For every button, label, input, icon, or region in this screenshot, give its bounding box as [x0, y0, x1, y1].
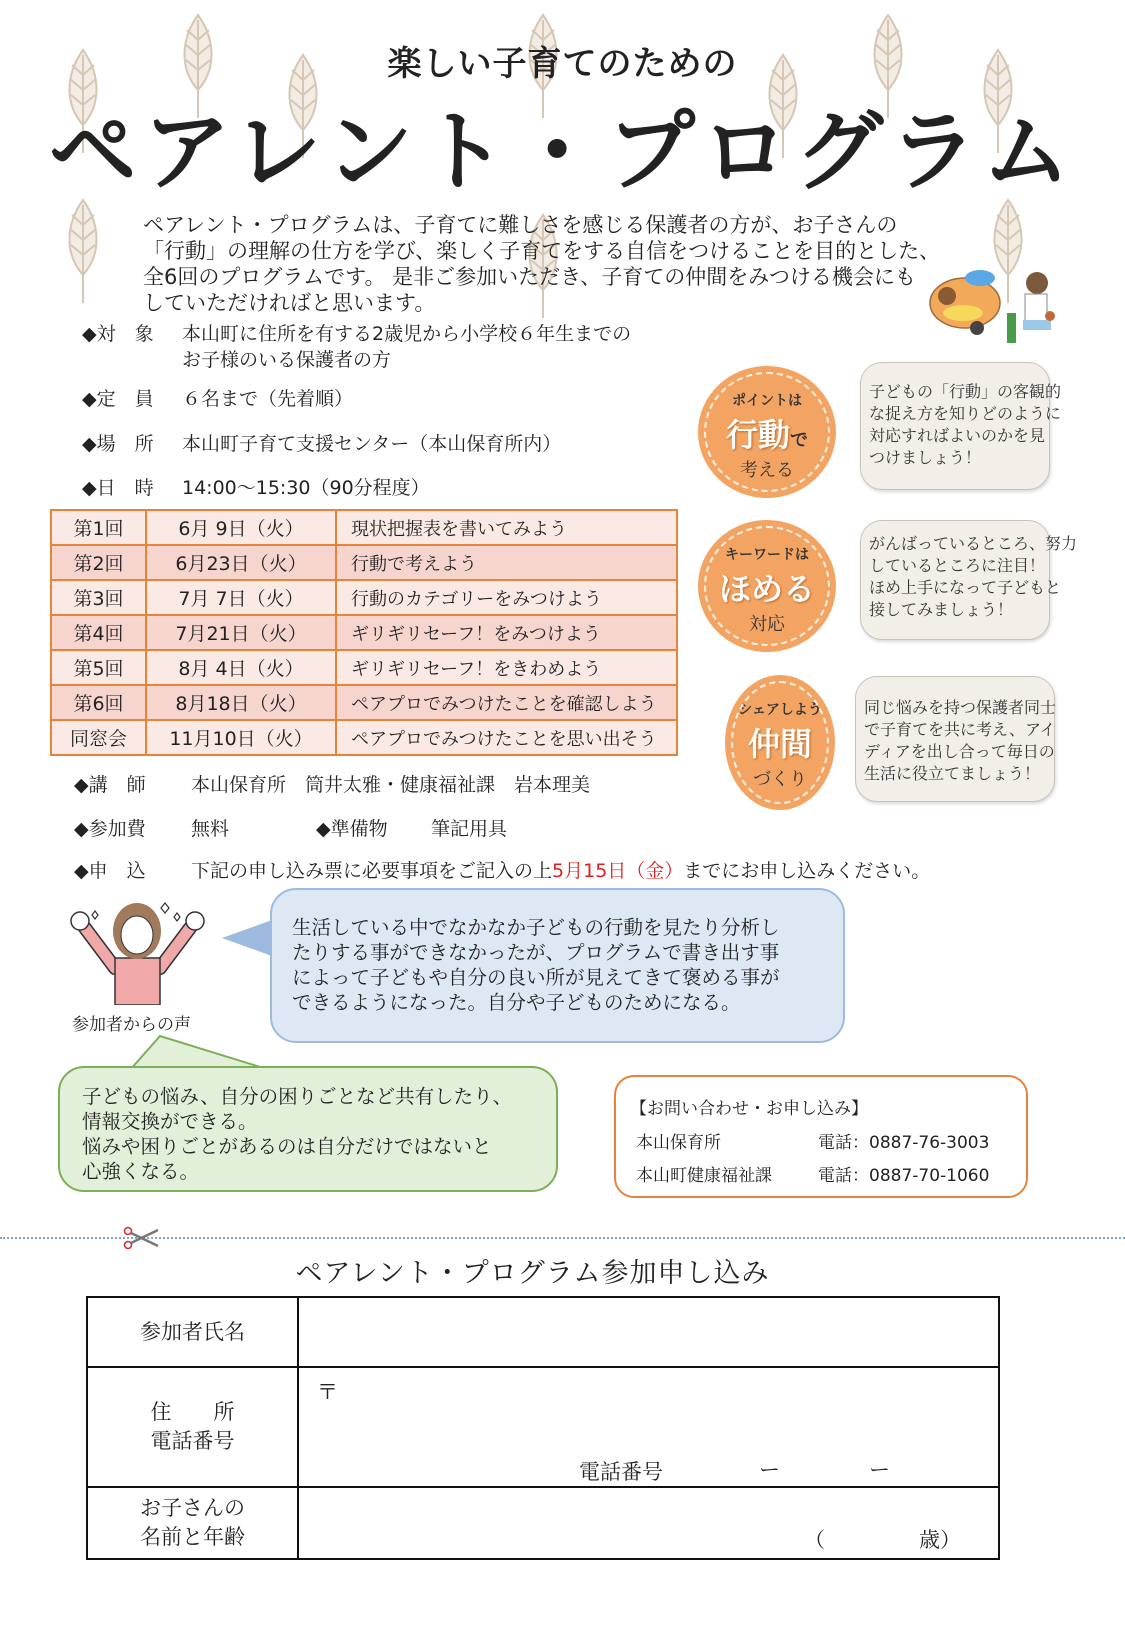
contact-box [614, 1075, 1028, 1198]
target-value: 本山町に住所を有する2歳児から小学校６年生までの [182, 323, 632, 345]
session-cell: 第3回 [51, 580, 146, 615]
point-bottom-text: 対応 [749, 614, 785, 635]
note-line: つけましょう！ [869, 448, 982, 467]
note-line: しているところに注目！ [869, 556, 1046, 575]
target-row-2 [182, 345, 391, 372]
apply-label: ◆申 込 [74, 860, 146, 882]
date-cell: 8月18日（火） [146, 685, 336, 720]
voice-line: によって子どもや自分の良い所が見えてきて褒める事が [292, 966, 780, 989]
table-row [51, 650, 677, 685]
note-line: ディアを出し合って毎日の [864, 742, 1055, 761]
table-row [51, 615, 677, 650]
postal-mark: 〒 [317, 1380, 338, 1404]
voice-bubble-1 [270, 888, 845, 1043]
contact-heading: 【お問い合わせ・お申し込み】 [630, 1099, 868, 1119]
name-label: 参加者氏名 [87, 1297, 298, 1367]
point-big-text: ほめる [718, 570, 815, 608]
note-line: 接してみましょう！ [869, 600, 1014, 619]
topic-cell: ペアプロでみつけたことを確認しよう [336, 685, 677, 720]
time-value: 14:00～15:30（90分程度） [182, 477, 430, 499]
lecturer-row [74, 770, 590, 797]
phone-dash: ー [759, 1458, 780, 1482]
table-row [51, 580, 677, 615]
table-row [51, 720, 677, 755]
items-value: 筆記用具 [431, 818, 508, 840]
table-row [51, 510, 677, 545]
place-label: ◆場 所 [82, 433, 154, 455]
target-label: ◆対 象 [82, 323, 154, 345]
point-small-text: シェアしよう [738, 702, 822, 718]
session-cell: 第1回 [51, 510, 146, 545]
phone-inline-label: 電話番号 [579, 1460, 663, 1484]
form-row-name [87, 1297, 999, 1367]
date-cell: 11月10日（火） [146, 720, 336, 755]
voice-line: 心強くなる。 [82, 1160, 200, 1183]
point-big-suffix: で [790, 430, 808, 451]
time-row [82, 473, 430, 500]
place-row [82, 429, 561, 456]
form-row-child [87, 1487, 999, 1559]
age-close: 歳） [919, 1528, 961, 1552]
page-subtitle: 楽しい子育てのための [387, 44, 738, 84]
address-field[interactable] [298, 1367, 999, 1487]
child-label-line: お子さんの [140, 1496, 245, 1520]
child-label [87, 1487, 298, 1559]
lecturer-value: 本山保育所 筒井太雅・健康福祉課 岩本理美 [191, 774, 591, 796]
form-row-address [87, 1367, 999, 1487]
voice-line: 悩みや困りごとがあるのは自分だけではないと [82, 1135, 492, 1158]
address-label-line: 住 所 [150, 1400, 235, 1424]
intro-line: ペアレント・プログラムは、子育てに難しさを感じる保護者の方が、お子さんの [143, 213, 898, 237]
point-circle-peers [725, 675, 835, 810]
session-cell: 同窓会 [51, 720, 146, 755]
apply-deadline: 5月15日（金） [552, 860, 684, 882]
fee-label: ◆参加費 [74, 818, 146, 840]
capacity-value: ６名まで（先着順） [182, 388, 354, 410]
table-row [51, 685, 677, 720]
apply-prefix: 下記の申し込み票に必要事項をご記入の上 [191, 860, 553, 882]
date-cell: 7月21日（火） [146, 615, 336, 650]
note-line: ほめ上手になって子どもと [869, 578, 1062, 597]
capacity-label: ◆定 員 [82, 388, 154, 410]
topic-cell: 現状把握表を書いてみよう [336, 510, 677, 545]
bubble-tail-blue [222, 920, 272, 956]
apply-row [74, 856, 930, 883]
items-label: ◆準備物 [316, 818, 388, 840]
cut-line [0, 1237, 1125, 1239]
apply-suffix: までにお申し込みください。 [683, 860, 931, 882]
scissors-icon [122, 1226, 162, 1250]
address-label [87, 1367, 298, 1487]
note-line: 対応すればよいのかを見 [869, 426, 1046, 445]
voice-line: 情報交換ができる。 [82, 1110, 258, 1133]
age-open: （ [804, 1528, 825, 1552]
intro-line: 全6回のプログラムです。 是非ご参加いただき、子育ての仲間をみつける機会にも [143, 265, 916, 289]
form-title: ペアレント・プログラム参加申し込み [295, 1258, 770, 1289]
voice-line: できるようになった。自分や子どものためになる。 [292, 991, 741, 1014]
note-line: 生活に役立てましょう！ [864, 764, 1041, 783]
topic-cell: 行動で考えよう [336, 545, 677, 580]
phone-label-line: 電話番号 [150, 1429, 235, 1453]
child-label-line: 名前と年齢 [140, 1525, 245, 1549]
point-big-word: 行動 [725, 416, 790, 454]
contact-entry [636, 1161, 989, 1186]
session-cell: 第2回 [51, 545, 146, 580]
note-line: がんばっているところ、努力 [869, 534, 1078, 553]
children-illustration [925, 258, 1060, 353]
voices-caption: 参加者からの声 [72, 1015, 191, 1035]
point-small-text: キーワードは [725, 547, 809, 563]
topic-cell: 行動のカテゴリーをみつけよう [336, 580, 677, 615]
table-row [51, 545, 677, 580]
note-line: 子どもの「行動」の客観的 [869, 382, 1062, 401]
page-title: ペアレント・プログラム [48, 100, 1077, 203]
voice-line: 生活している中でなかなか子どもの行動を見たり分析し [292, 916, 780, 939]
date-cell: 6月23日（火） [146, 545, 336, 580]
intro-line: 「行動」の理解の仕方を学び、楽しく子育てをする自信をつけることを目的とした、 [143, 239, 941, 263]
name-field[interactable] [298, 1297, 999, 1367]
session-cell: 第5回 [51, 650, 146, 685]
child-field[interactable] [298, 1487, 999, 1559]
note-line: 同じ悩みを持つ保護者同士 [864, 698, 1057, 717]
contact-name: 本山保育所 [636, 1133, 721, 1153]
date-cell: 6月 9日（火） [146, 510, 336, 545]
intro-line: していただければと思います。 [143, 291, 436, 315]
point-bottom-text: づくり [753, 769, 807, 790]
fee-row [74, 814, 507, 841]
point-note-praise [860, 520, 1078, 640]
topic-cell: ギリギリセーフ！をみつけよう [336, 615, 677, 650]
point-big-text [698, 410, 836, 456]
leaf-icon [60, 195, 106, 305]
time-label: ◆日 時 [82, 477, 154, 499]
point-big-text: 仲間 [747, 725, 812, 763]
contact-phone: 電話：0887-76-3003 [818, 1133, 990, 1153]
target-row [82, 319, 631, 346]
phone-dash: ー [869, 1458, 890, 1482]
point-circle-behavior [698, 366, 836, 498]
fee-value: 無料 [191, 818, 230, 840]
intro-paragraph [143, 212, 1013, 316]
note-line: な捉え方を知りどのように [869, 404, 1062, 423]
voice-bubble-2 [58, 1066, 558, 1192]
lecturer-label: ◆講 師 [74, 774, 146, 796]
point-small-text: ポイントは [732, 393, 802, 409]
topic-cell: ペアプロでみつけたことを思い出そう [336, 720, 677, 755]
capacity-row [82, 384, 353, 411]
point-circle-praise [698, 520, 836, 652]
application-form [86, 1296, 1000, 1560]
date-cell: 7月 7日（火） [146, 580, 336, 615]
target-value-2: お子様のいる保護者の方 [182, 349, 392, 371]
session-cell: 第4回 [51, 615, 146, 650]
contact-phone: 電話：0887-70-1060 [818, 1166, 990, 1186]
contact-entry [636, 1128, 989, 1153]
voice-line: 子どもの悩み、自分の困りごとなど共有したり、 [82, 1085, 513, 1108]
date-cell: 8月 4日（火） [146, 650, 336, 685]
participant-illustration [55, 893, 220, 1005]
place-value: 本山町子育て支援センター（本山保育所内） [182, 433, 562, 455]
point-note-peers [855, 676, 1055, 802]
note-line: で子育てを共に考え、アイ [864, 720, 1056, 739]
session-cell: 第6回 [51, 685, 146, 720]
voice-line: たりする事ができなかったが、プログラムで書き出す事 [292, 941, 780, 964]
point-note-behavior [860, 362, 1062, 490]
point-bottom-text: 考える [740, 460, 794, 481]
schedule-table [50, 509, 678, 756]
contact-name: 本山町健康福祉課 [636, 1166, 772, 1186]
topic-cell: ギリギリセーフ！をきわめよう [336, 650, 677, 685]
